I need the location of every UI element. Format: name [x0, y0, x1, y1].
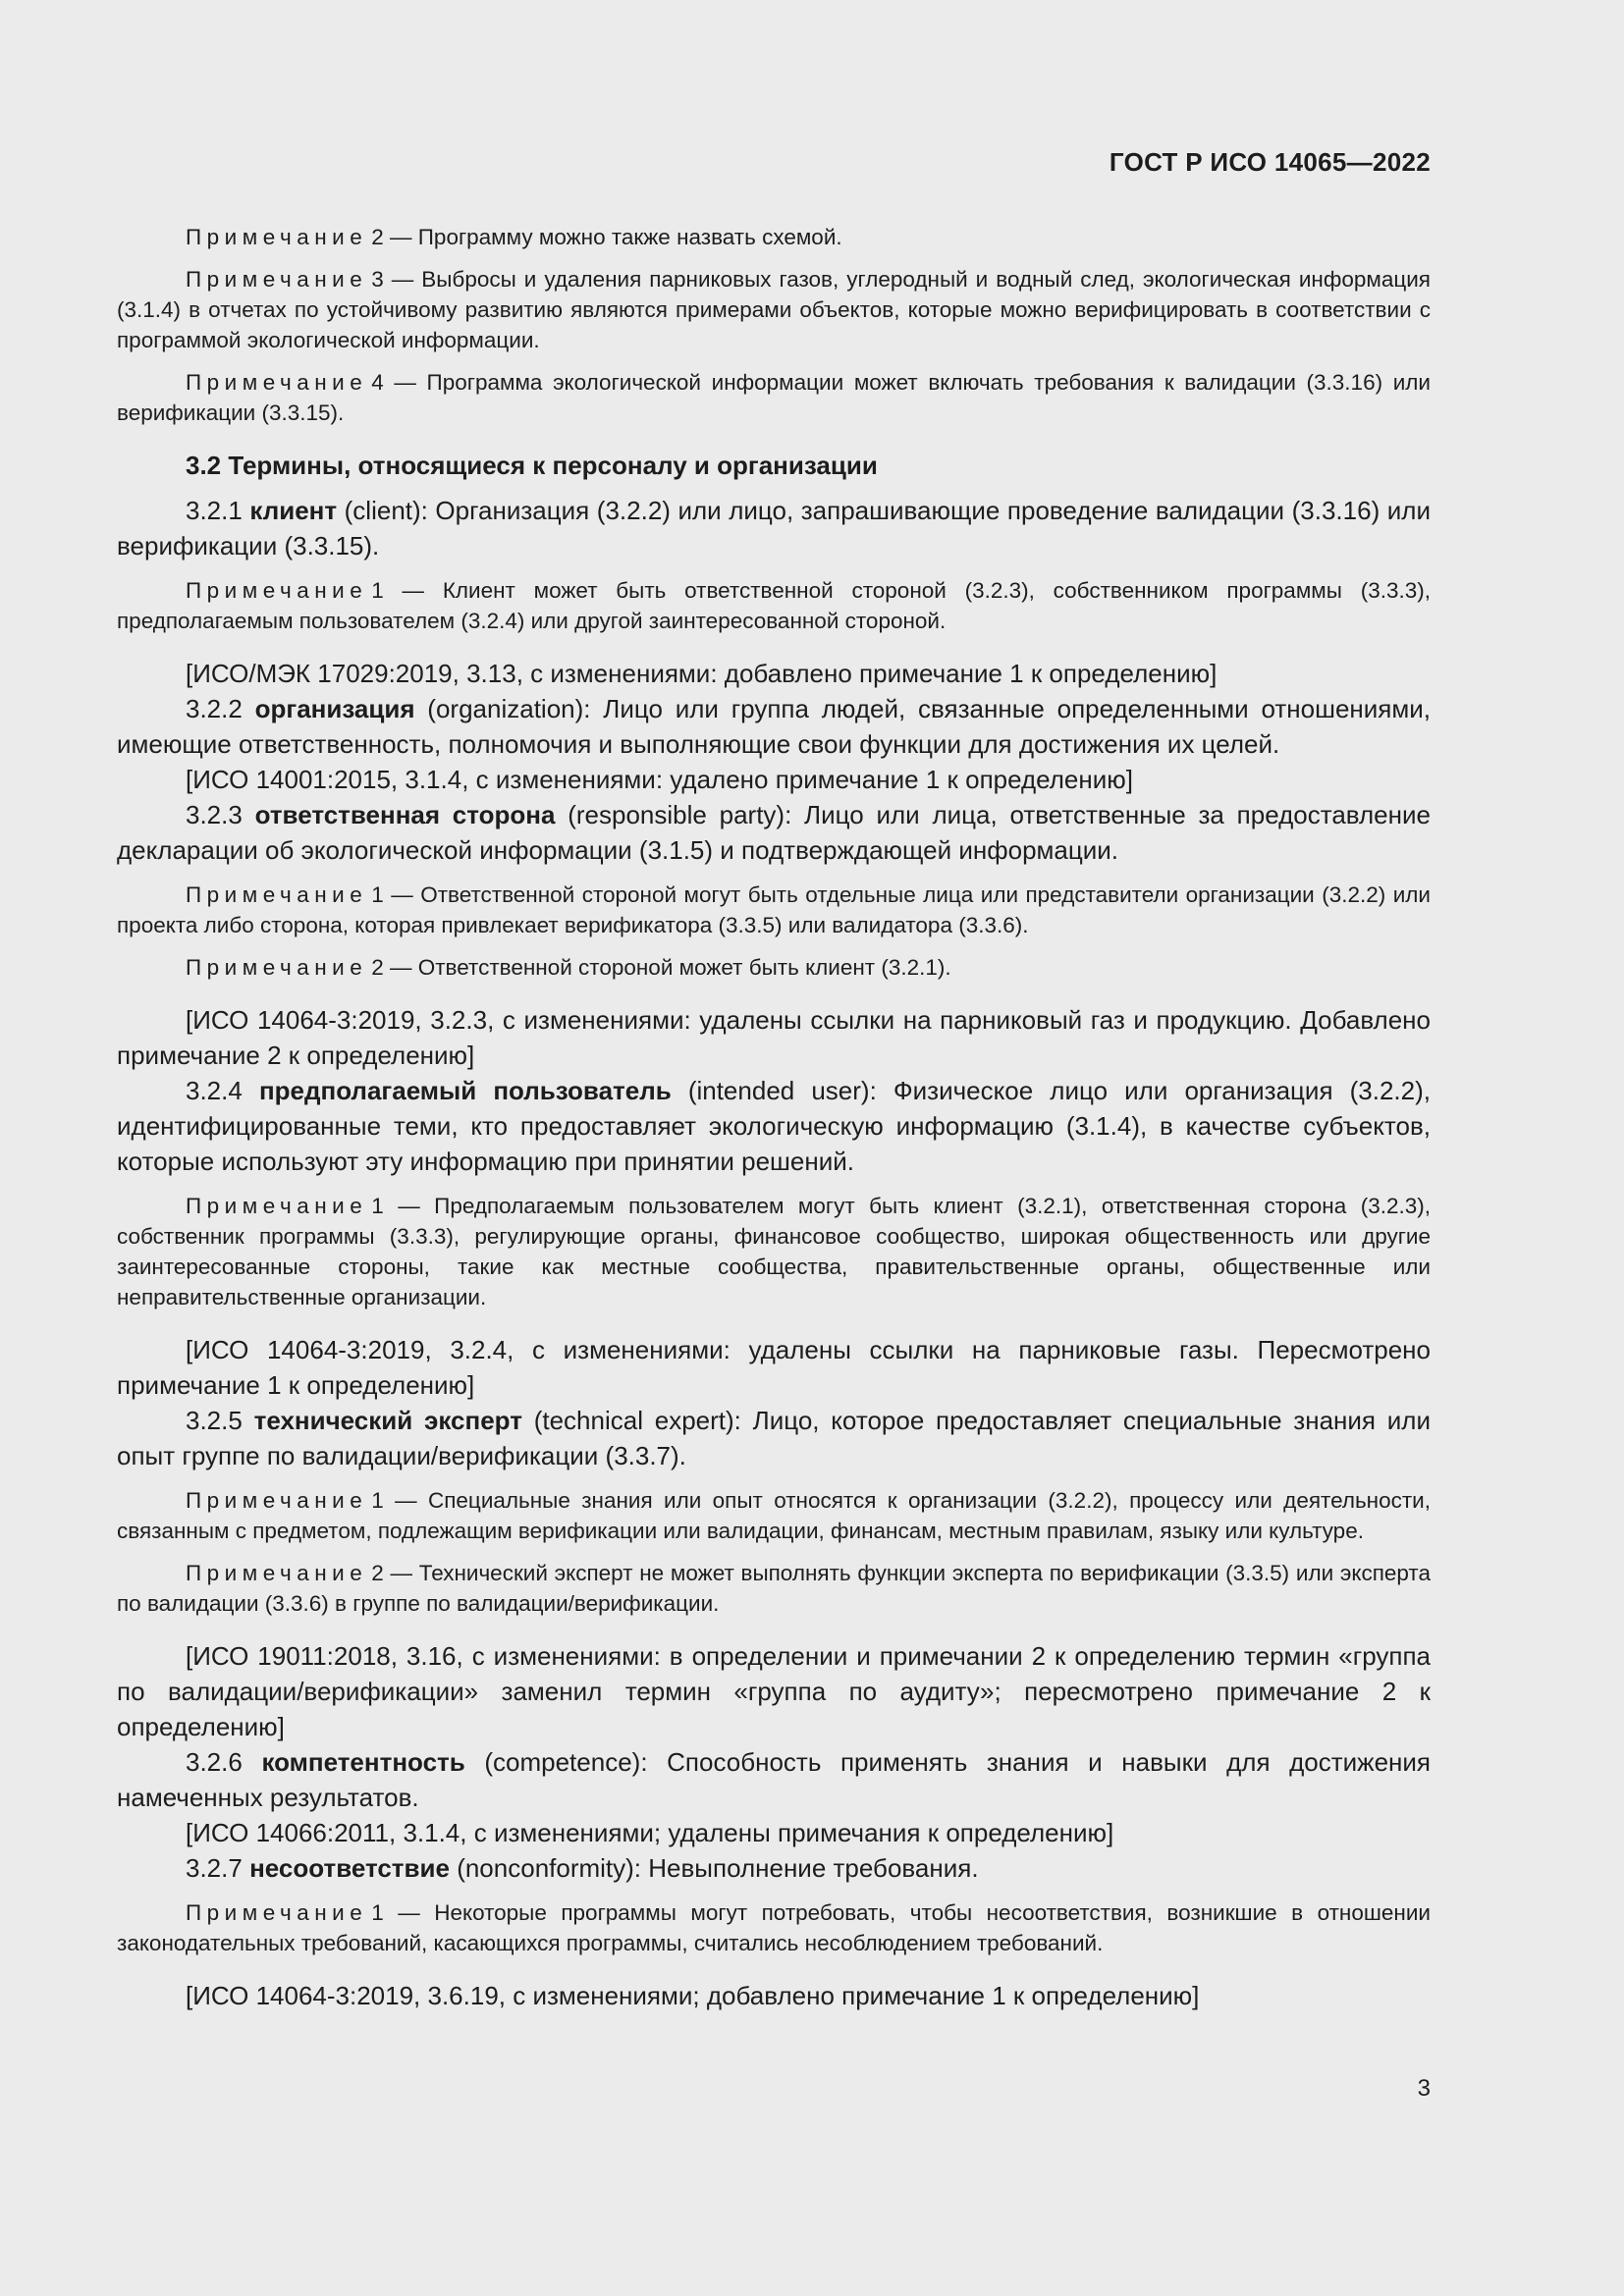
- term-text: (organization): Лицо или группа людей, связанные определенными отношениями, имеющие ответственность, полномочия и выполняющие свои функции для достижения их целей.: [117, 694, 1431, 759]
- term-number: 3.2.3: [186, 800, 255, 829]
- note-label: Примечание: [186, 225, 368, 249]
- term-definition: [117, 797, 1431, 868]
- term-number: 3.2.4: [186, 1076, 259, 1105]
- term-definition: [117, 691, 1431, 762]
- term-name: организация: [254, 694, 415, 723]
- term-definition: [117, 1744, 1431, 1815]
- note-paragraph: [117, 1191, 1431, 1312]
- note-text: — Специальные знания или опыт относятся к организации (3.2.2), процессу или деятельности, связанным с предметом, подлежащим верификации или валидации, финансам, местным правилам, языку или культуре.: [117, 1488, 1431, 1543]
- section-heading: 3.2 Термины, относящиеся к персоналу и организации: [186, 451, 878, 480]
- note-text: — Предполагаемым пользователем могут быть клиент (3.2.1), ответственная сторона (3.2.3), собственник программы (3.3.3), регулирующие органы, финансовое сообщество, широкая общественность или другие заинтересованные стороны, такие как местные сообщества, правительственные органы, общественные или неправительственные организации.: [117, 1194, 1431, 1309]
- note-label: Примечание: [186, 267, 368, 292]
- term-name: предполагаемый пользователь: [258, 1076, 672, 1105]
- term-number: 3.2.7: [186, 1853, 250, 1883]
- note-label: Примечание: [186, 1561, 368, 1585]
- note-number: 1: [371, 1194, 384, 1218]
- source-reference: [ИСО 14064-3:2019, 3.6.19, с изменениями; добавлено примечание 1 к определению]: [186, 1981, 1200, 2010]
- term-definition: [117, 1850, 1431, 1886]
- note-paragraph: [117, 1485, 1431, 1546]
- term-name: компетентность: [261, 1747, 465, 1777]
- term-name: клиент: [249, 496, 338, 525]
- note-label: Примечание: [186, 882, 368, 907]
- note-number: 2: [371, 955, 384, 980]
- note-number: 1: [371, 1488, 384, 1513]
- document-header: ГОСТ Р ИСО 14065—2022: [1109, 147, 1431, 177]
- note-text: — Программу можно также назвать схемой.: [383, 225, 842, 249]
- note-number: 4: [371, 370, 384, 395]
- note-paragraph: [117, 575, 1431, 636]
- note-number: 2: [371, 1561, 384, 1585]
- note-paragraph: [117, 880, 1431, 940]
- note-text: — Ответственной стороной может быть клиент (3.2.1).: [383, 955, 951, 980]
- source-reference: [ИСО 14064-3:2019, 3.2.3, с изменениями: удалены ссылки на парниковый газ и продукцию. Добавлено примечание 2 к определению]: [117, 1005, 1431, 1070]
- note-text: — Технический эксперт не может выполнять функции эксперта по верификации (3.3.5) или эксперта по валидации (3.3.6) в группе по валидации/верификации.: [117, 1561, 1431, 1616]
- term-text: (client): Организация (3.2.2) или лицо, запрашивающие проведение валидации (3.3.16) или верификации (3.3.15).: [117, 496, 1431, 561]
- note-paragraph: [117, 952, 1431, 983]
- term-name: ответственная сторона: [254, 800, 556, 829]
- term-number: 3.2.5: [186, 1406, 254, 1435]
- note-label: Примечание: [186, 578, 368, 603]
- note-paragraph: [117, 264, 1431, 355]
- term-number: 3.2.6: [186, 1747, 262, 1777]
- note-number: 1: [371, 1900, 384, 1925]
- term-name: технический эксперт: [253, 1406, 522, 1435]
- note-number: 1: [371, 882, 384, 907]
- term-definition: [117, 1073, 1431, 1179]
- note-paragraph: [117, 1558, 1431, 1619]
- note-paragraph: [117, 222, 1431, 252]
- note-text: — Программа экологической информации может включать требования к валидации (3.3.16) или верификации (3.3.15).: [117, 370, 1431, 425]
- source-reference: [ИСО 19011:2018, 3.16, с изменениями: в определении и примечании 2 к определению термин «группа по валидации/верификации» заменил термин «группа по аудиту»; пересмотрено примечание 2 к определению]: [117, 1641, 1431, 1741]
- source-reference: [ИСО/МЭК 17029:2019, 3.13, с изменениями: добавлено примечание 1 к определению]: [186, 659, 1218, 688]
- note-label: Примечание: [186, 955, 368, 980]
- term-number: 3.2.1: [186, 496, 250, 525]
- term-text: (technical expert): Лицо, которое предоставляет специальные знания или опыт группе по валидации/верификации (3.3.7).: [117, 1406, 1431, 1470]
- term-text: (nonconformity): Невыполнение требования.: [449, 1853, 979, 1883]
- note-text: — Клиент может быть ответственной стороной (3.2.3), собственником программы (3.3.3), предполагаемым пользователем (3.2.4) или другой заинтересованной стороной.: [117, 578, 1431, 633]
- page-number: 3: [1417, 2075, 1431, 2102]
- note-number: 1: [371, 578, 384, 603]
- note-label: Примечание: [186, 1194, 368, 1218]
- note-text: — Выбросы и удаления парниковых газов, углеродный и водный след, экологическая информация (3.1.4) в отчетах по устойчивому развитию являются примерами объектов, которые можно верифицировать в соответствии с программой экологической информации.: [117, 267, 1431, 352]
- term-text: (responsible party): Лицо или лица, ответственные за предоставление декларации об экологической информации (3.1.5) и подтверждающей информации.: [117, 800, 1431, 865]
- note-text: — Некоторые программы могут потребовать, чтобы несоответствия, возникшие в отношении законодательных требований, касающихся программы, считались несоблюдением требований.: [117, 1900, 1431, 1955]
- source-reference: [ИСО 14066:2011, 3.1.4, с изменениями; удалены примечания к определению]: [186, 1818, 1114, 1847]
- term-name: несоответствие: [249, 1853, 450, 1883]
- note-number: 3: [371, 267, 384, 292]
- source-reference: [ИСО 14001:2015, 3.1.4, с изменениями: удалено примечание 1 к определению]: [186, 765, 1133, 794]
- note-label: Примечание: [186, 370, 368, 395]
- page-content: [117, 222, 1431, 2013]
- note-paragraph: [117, 1897, 1431, 1958]
- note-number: 2: [371, 225, 384, 249]
- note-label: Примечание: [186, 1488, 368, 1513]
- note-label: Примечание: [186, 1900, 368, 1925]
- note-paragraph: [117, 367, 1431, 428]
- term-definition: [117, 493, 1431, 563]
- note-text: — Ответственной стороной могут быть отдельные лица или представители организации (3.2.2) или проекта либо сторона, которая привлекает верификатора (3.3.5) или валидатора (3.3.6).: [117, 882, 1431, 937]
- term-text: (competence): Способность применять знания и навыки для достижения намеченных результатов.: [117, 1747, 1431, 1812]
- source-reference: [ИСО 14064-3:2019, 3.2.4, с изменениями: удалены ссылки на парниковые газы. Пересмотрено примечание 1 к определению]: [117, 1335, 1431, 1400]
- term-number: 3.2.2: [186, 694, 255, 723]
- term-text: (intended user): Физическое лицо или организация (3.2.2), идентифицированные теми, кто предоставляет экологическую информацию (3.1.4), в качестве субъектов, которые используют эту информацию при принятии решений.: [117, 1076, 1431, 1176]
- term-definition: [117, 1403, 1431, 1473]
